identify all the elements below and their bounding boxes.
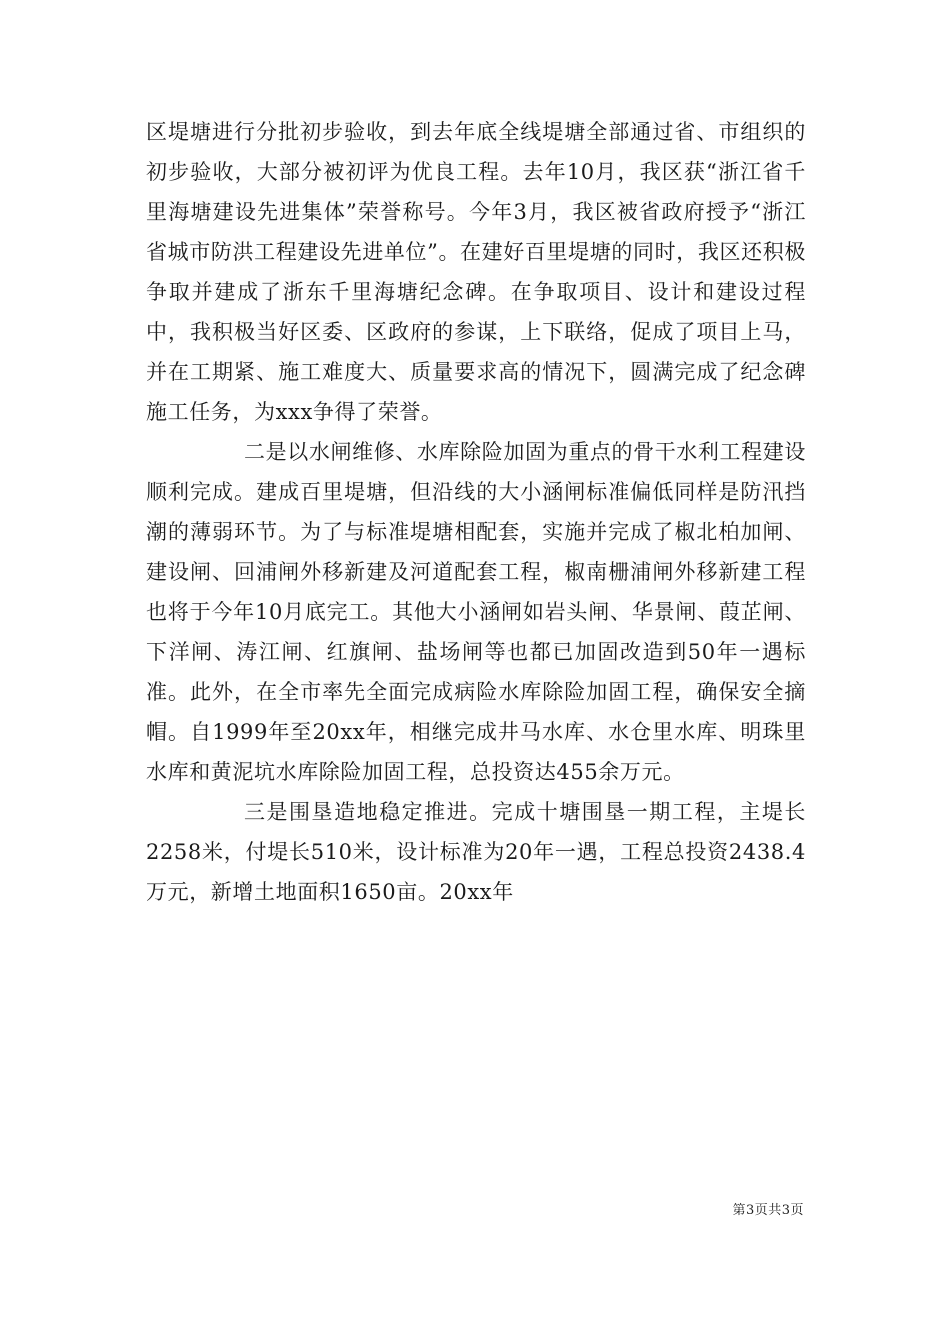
paragraph-3: 三是围垦造地稳定推进。完成十塘围垦一期工程，主堤长2258米，付堤长510米，设计标准为20年一遇，工程总投资2438.4万元，新增土地面积1650亩。20xx年 (146, 800, 806, 904)
document-body (146, 112, 806, 912)
page-number-footer: 第3页共3页 (732, 1203, 804, 1218)
paragraph-2: 二是以水闸维修、水库除险加固为重点的骨干水利工程建设顺利完成。建成百里堤塘，但沿线的大小涵闸标准偏低同样是防汛挡潮的薄弱环节。为了与标准堤塘相配套，实施并完成了椒北柏加闸、建设闸、回浦闸外移新建及河道配套工程，椒南栅浦闸外移新建工程也将于今年10月底完工。其他大小涵闸如岩头闸、华景闸、葭芷闸、下洋闸、涛江闸、红旗闸、盐场闸等也都已加固改造到50年一遇标准。此外，在全市率先全面完成病险水库除险加固工程，确保安全摘帽。自1999年至20xx年，相继完成井马水库、水仓里水库、明珠里水库和黄泥坑水库除险加固工程，总投资达455余万元。 (146, 440, 806, 784)
paragraph-1: 区堤塘进行分批初步验收，到去年底全线堤塘全部通过省、市组织的初步验收，大部分被初评为优良工程。去年10月，我区获“浙江省千里海塘建设先进集体”荣誉称号。今年3月，我区被省政府授予“浙江省城市防洪工程建设先进单位”。在建好百里堤塘的同时，我区还积极争取并建成了浙东千里海塘纪念碑。在争取项目、设计和建设过程中，我积极当好区委、区政府的参谋，上下联络，促成了项目上马，并在工期紧、施工难度大、质量要求高的情况下，圆满完成了纪念碑施工任务，为xxx争得了荣誉。 (146, 120, 806, 424)
